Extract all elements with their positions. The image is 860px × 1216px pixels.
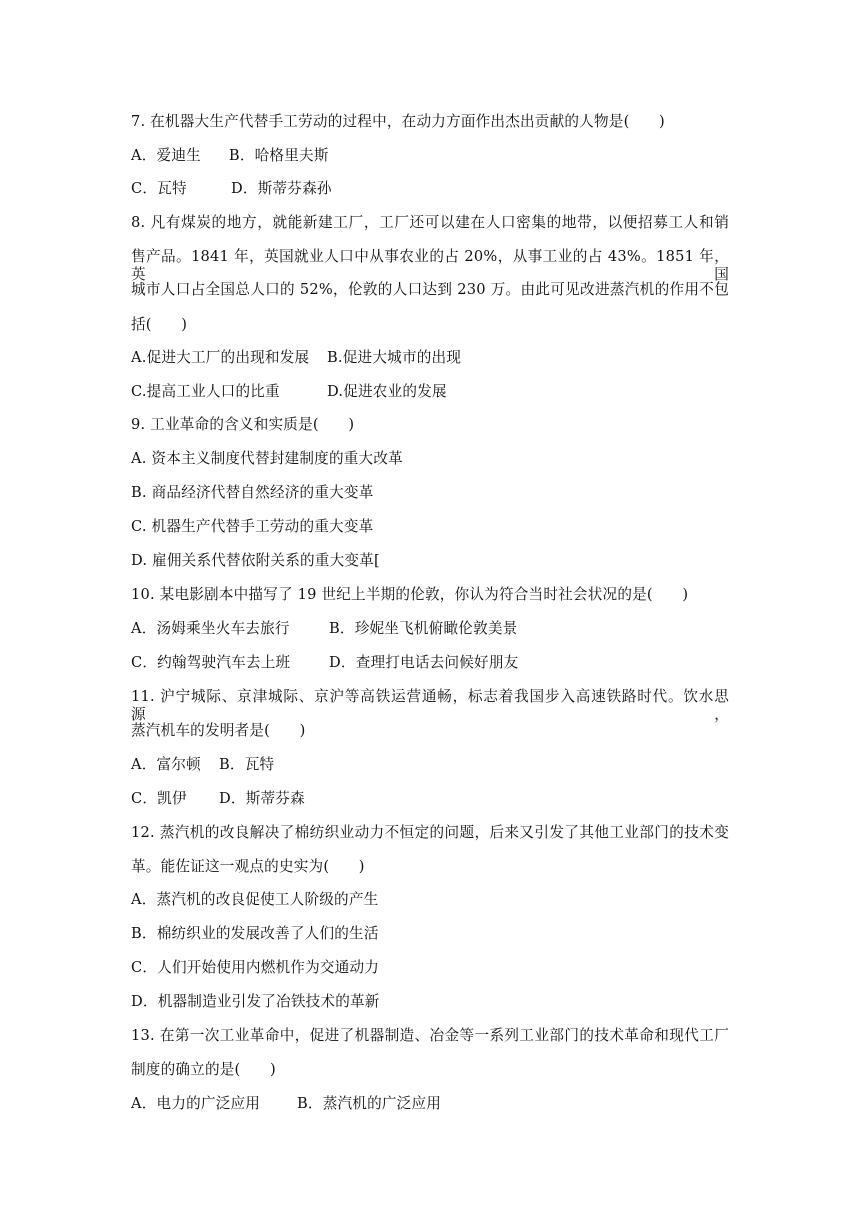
- question-7-stem: 7. 在机器大生产代替手工劳动的过程中，在动力方面作出杰出贡献的人物是( ): [131, 113, 665, 130]
- question-12-option-c: C．人们开始使用内燃机作为交通动力: [131, 959, 380, 976]
- option-a: A．汤姆乘坐火车去旅行: [131, 620, 290, 637]
- question-8-stem-line-3: 城市人口占全国总人口的 52%，伦敦的人口达到 230 万。由此可见改进蒸汽机的作用不包: [131, 281, 729, 298]
- question-12-option-a: A．蒸汽机的改良促使工人阶级的产生: [131, 891, 379, 908]
- question-13-stem-line-2: 制度的确立的是( ): [131, 1061, 276, 1078]
- question-10-stem: 10. 某电影剧本中描写了 19 世纪上半期的伦敦，你认为符合当时社会状况的是( ): [131, 586, 689, 603]
- option-b: B．蒸汽机的广泛应用: [297, 1095, 442, 1112]
- option-c: C．凯伊: [131, 790, 187, 807]
- question-12-option-d: D．机器制造业引发了冶铁技术的革新: [131, 993, 380, 1010]
- question-9-option-a: A. 资本主义制度代替封建制度的重大改革: [131, 450, 403, 467]
- option-b: B．瓦特: [219, 756, 275, 773]
- option-c: C．瓦特: [131, 180, 187, 197]
- question-11-options-row-2: [131, 790, 305, 808]
- option-d: D.促进农业的发展: [327, 383, 447, 400]
- question-7-options-row-1: [131, 147, 329, 165]
- question-10-options-row-2: [131, 654, 518, 672]
- option-c: C．约翰驾驶汽车去上班: [131, 654, 291, 671]
- question-9-option-b: B. 商品经济代替自然经济的重大变革: [131, 484, 374, 501]
- option-a: A．富尔顿: [131, 756, 201, 773]
- question-13-options-row-1: [131, 1095, 441, 1113]
- question-12-option-b: B．棉纺织业的发展改善了人们的生活: [131, 925, 379, 942]
- question-12-stem-line-2: 革。能佐证这一观点的史实为( ): [131, 858, 365, 875]
- question-9-option-c: C. 机器生产代替手工劳动的重大变革: [131, 518, 374, 535]
- option-d: D．斯蒂芬森孙: [231, 180, 332, 197]
- question-8-stem-line-4: 括( ): [131, 316, 188, 333]
- question-11-options-row-1: [131, 756, 274, 774]
- question-8-options-row-2: [131, 383, 447, 401]
- question-10-options-row-1: [131, 620, 517, 638]
- option-d: D．查理打电话去问候好朋友: [329, 654, 519, 671]
- option-a: A.促进大工厂的出现和发展: [131, 349, 310, 366]
- question-13-stem-line-1: 13. 在第一次工业革命中，促进了机器制造、冶金等一系列工业部门的技术革命和现代工厂: [131, 1027, 729, 1044]
- question-8-stem-line-1: 8. 凡有煤炭的地方，就能新建工厂，工厂还可以建在人口密集的地带，以便招募工人和销: [131, 214, 729, 231]
- option-b: B．哈格里夫斯: [228, 147, 329, 164]
- question-8-options-row-1: [131, 349, 461, 367]
- question-12-stem-line-1: 12. 蒸汽机的改良解决了棉纺织业动力不恒定的问题，后来又引发了其他工业部门的技术变: [131, 824, 729, 841]
- option-d: D．斯蒂芬森: [219, 790, 305, 807]
- option-a: A．电力的广泛应用: [131, 1095, 261, 1112]
- question-11-stem-line-2: 蒸汽机车的发明者是( ): [131, 722, 306, 739]
- question-11-stem-line-1: 11. 沪宁城际、京津城际、京沪等高铁运营通畅，标志着我国步入高速铁路时代。饮水思源，: [131, 688, 729, 723]
- option-b: B．珍妮坐飞机俯瞰伦敦美景: [329, 620, 518, 637]
- option-a: A．爱迪生: [131, 147, 201, 164]
- question-9-option-d: D. 雇佣关系代替依附关系的重大变革[: [131, 552, 380, 569]
- option-c: C.提高工业人口的比重: [131, 383, 280, 400]
- option-b: B.促进大城市的出现: [327, 349, 462, 366]
- question-9-stem: 9. 工业革命的含义和实质是( ): [131, 416, 355, 433]
- question-8-stem-line-2: 售产品。1841 年，英国就业人口中从事农业的占 20%，从事工业的占 43%。1851 年，英国: [131, 248, 729, 283]
- question-7-options-row-2: [131, 180, 332, 198]
